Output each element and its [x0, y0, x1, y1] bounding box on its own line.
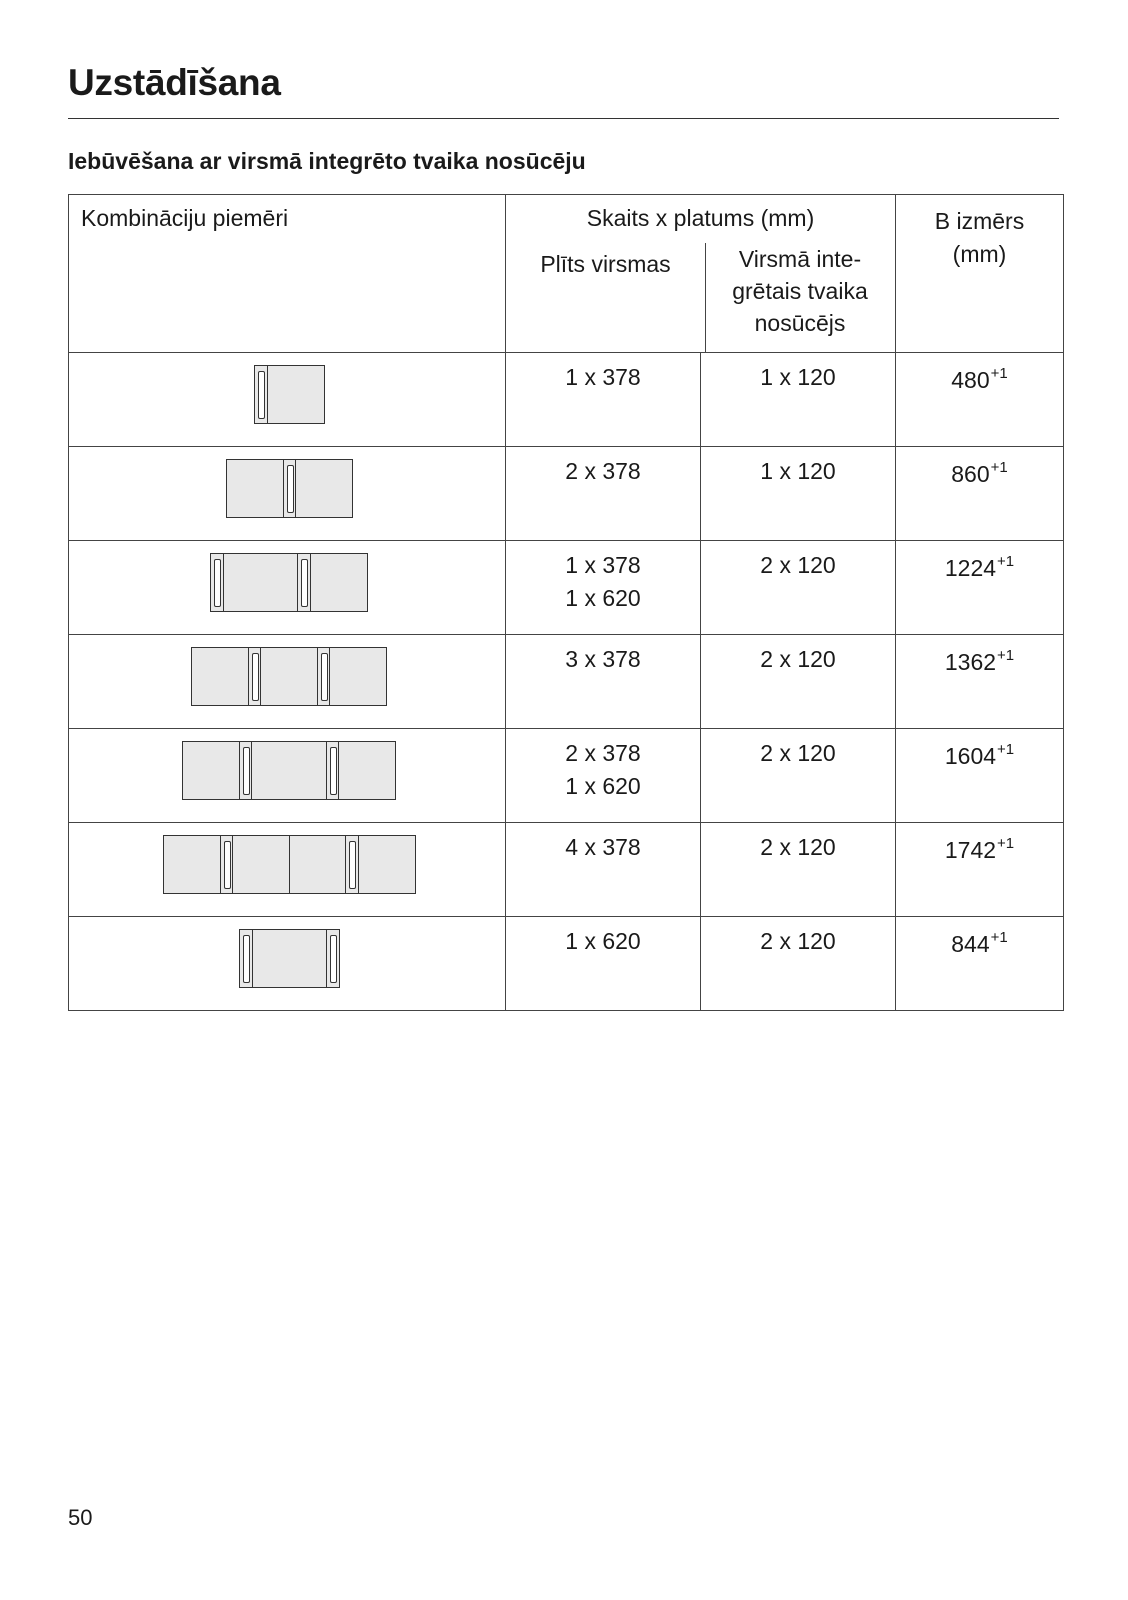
header-b-dimension-line: (mm) [952, 241, 1007, 267]
b-dimension-cell [896, 541, 1064, 635]
b-dimension-value: 1362 [944, 649, 997, 675]
cooktop-count-cell [506, 823, 701, 917]
b-dimension-tolerance: +1 [990, 459, 1008, 476]
b-dimension-tolerance: +1 [990, 929, 1008, 946]
cooktop-count-cell [506, 447, 701, 541]
combination-diagram-cell [69, 353, 506, 447]
b-dimension-value: 480 [951, 367, 990, 393]
cooktop-378-icon [295, 459, 353, 518]
cooktop-378-icon [191, 647, 249, 706]
header-count-width [506, 195, 896, 353]
cooktop-378-icon [338, 741, 396, 800]
title-divider [68, 118, 1059, 119]
cooktop-620-icon [223, 553, 299, 612]
table-row [69, 917, 1064, 1011]
cooktop-378-icon [226, 459, 284, 518]
header-b-dimension [896, 195, 1064, 353]
hood-count: 2 x 120 [760, 646, 836, 672]
cooktop-378-icon [358, 835, 416, 894]
cooktop-count: 3 x 378 [565, 646, 641, 672]
hood-count-cell [701, 823, 896, 917]
hood-count: 1 x 120 [760, 364, 836, 390]
table-header-row [69, 195, 1064, 353]
combination-diagram-cell [69, 917, 506, 1011]
header-b-dimension-line: B izmērs [934, 208, 1025, 234]
section-title: Iebūvēšana ar virsmā integrēto tvaika nosūcēju [68, 148, 586, 174]
b-dimension-tolerance: +1 [997, 741, 1015, 758]
b-dimension-value: 1224 [944, 555, 997, 581]
hood-count-cell [701, 447, 896, 541]
cooktop-378-icon [260, 647, 318, 706]
cooktop-count-cell [506, 917, 701, 1011]
table-row [69, 729, 1064, 823]
b-dimension-tolerance: +1 [997, 647, 1015, 664]
cooktop-378-icon [310, 553, 368, 612]
page-number: 50 [68, 1505, 93, 1530]
table-row [69, 635, 1064, 729]
hood-count: 2 x 120 [760, 552, 836, 578]
combination-diagram-cell [69, 729, 506, 823]
header-count-width-label: Skaits x platums (mm) [586, 205, 815, 231]
b-dimension-value: 1742 [944, 837, 997, 863]
cooktop-378-icon [182, 741, 240, 800]
cooktop-count-cell [506, 729, 701, 823]
cooktop-count: 1 x 378 [565, 552, 641, 578]
hood-count-cell [701, 353, 896, 447]
b-dimension-cell [896, 823, 1064, 917]
cooktop-620-icon [252, 929, 328, 988]
b-dimension-tolerance: +1 [997, 835, 1015, 852]
cooktop-378-icon [267, 365, 325, 424]
b-dimension-cell [896, 353, 1064, 447]
table-row [69, 353, 1064, 447]
hood-count: 1 x 120 [760, 458, 836, 484]
cooktop-count-cell [506, 635, 701, 729]
cooktop-378-icon [329, 647, 387, 706]
cooktop-count: 1 x 620 [565, 585, 641, 611]
page-title: Uzstādīšana [68, 62, 281, 103]
cooktop-count: 1 x 378 [565, 364, 641, 390]
b-dimension-cell [896, 917, 1064, 1011]
cooktop-378-icon [232, 835, 290, 894]
cooktop-620-icon [251, 741, 327, 800]
header-combination-label: Kombināciju piemēri [81, 205, 289, 231]
hood-count-cell [701, 917, 896, 1011]
b-dimension-value: 1604 [944, 743, 997, 769]
hood-count-cell [701, 635, 896, 729]
cooktop-count: 2 x 378 [565, 458, 641, 484]
b-dimension-tolerance: +1 [997, 553, 1015, 570]
table-body [69, 353, 1064, 1011]
cooktop-count: 2 x 378 [565, 740, 641, 766]
table-row [69, 541, 1064, 635]
table-row [69, 823, 1064, 917]
hood-count: 2 x 120 [760, 928, 836, 954]
cooktop-378-icon [289, 835, 347, 894]
b-dimension-cell [896, 447, 1064, 541]
b-dimension-value: 844 [951, 931, 990, 957]
cooktop-count: 4 x 378 [565, 834, 641, 860]
combination-table [68, 194, 1064, 1011]
table-row [69, 447, 1064, 541]
hood-count-cell [701, 541, 896, 635]
header-combination [69, 195, 506, 353]
header-hood-line: nosūcējs [754, 310, 846, 336]
header-hood-label [705, 243, 895, 339]
hood-count: 2 x 120 [760, 740, 836, 766]
b-dimension-cell [896, 729, 1064, 823]
cooktop-count-cell [506, 541, 701, 635]
combination-diagram-cell [69, 823, 506, 917]
combination-diagram-cell [69, 447, 506, 541]
combination-diagram-cell [69, 635, 506, 729]
cooktop-378-icon [163, 835, 221, 894]
combination-diagram-cell [69, 541, 506, 635]
hood-count-cell [701, 729, 896, 823]
b-dimension-cell [896, 635, 1064, 729]
header-hood-line: grētais tvaika [732, 278, 868, 304]
hood-vent-icon [326, 929, 340, 988]
cooktop-count-cell [506, 353, 701, 447]
hood-count: 2 x 120 [760, 834, 836, 860]
cooktop-count: 1 x 620 [565, 928, 641, 954]
header-hood-line: Virsmā inte- [738, 246, 862, 272]
header-cooktops-label: Plīts virsmas [540, 251, 671, 277]
cooktop-count: 1 x 620 [565, 773, 641, 799]
b-dimension-value: 860 [951, 461, 990, 487]
b-dimension-tolerance: +1 [990, 365, 1008, 382]
